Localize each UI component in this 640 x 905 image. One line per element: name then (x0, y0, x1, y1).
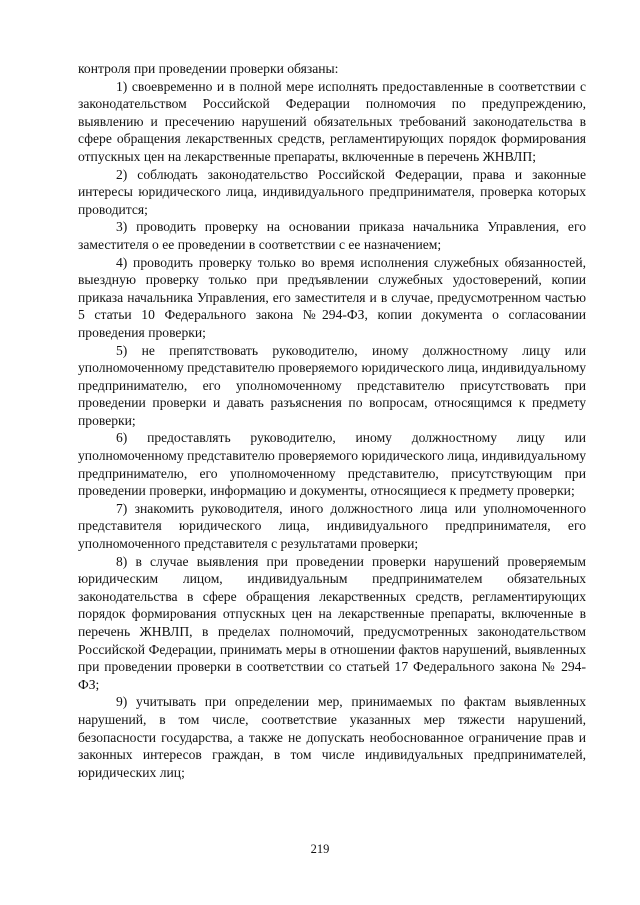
document-body (78, 60, 586, 781)
list-item: 6) предоставлять руководителю, иному должностному лицу или уполномоченному представителю проверяемого юридического лица, индивидуальному предпринимателю, его уполномоченному представителю, присутствующим при проведении проверки, информацию и документы, относящиеся к предмету проверки; (78, 430, 586, 499)
page-number: 219 (310, 842, 330, 856)
list-item: 4) проводить проверку только во время исполнения служебных обязанностей, выездную проверку только при предъявлении служебных удостоверений, копии приказа начальника Управления, его заместителя и в случае, предусмотренном частью 5 статьи 10 Федерального закона №294-ФЗ, копии документа о согласовании проведения проверки; (78, 254, 586, 340)
list-item: 3) проводить проверку на основании приказа начальника Управления, его заместителя о ее проведении в соответствии с ее назначением; (78, 219, 586, 252)
list-item: 2) соблюдать законодательство Российской Федерации, права и законные интересы юридического лица, индивидуального предпринимателя, проверка которых проводится; (78, 166, 586, 217)
list-item: 5) не препятствовать руководителю, иному должностному лицу или уполномоченному представителю проверяемого юридического лица, индивидуальному предпринимателю, его уполномоченному представителю присутствовать при проведении проверки и давать разъяснения по вопросам, относящимся к предмету проверки; (78, 342, 586, 428)
list-item: 9) учитывать при определении мер, принимаемых по фактам выявленных нарушений, в том числе, соответствие указанных мер тяжести нарушений, безопасности государства, а также не допускать необоснованное ограничение прав и законных интересов граждан, в том числе индивидуальных предпринимателей, юридических лиц; (78, 694, 586, 780)
list-item: 7) знакомить руководителя, иного должностного лица или уполномоченного представителя юридического лица, индивидуального предпринимателя, его уполномоченного представителя с результатами проверки; (78, 500, 586, 552)
lead-paragraph: контроля при проведении проверки обязаны: (78, 61, 339, 76)
list-item: 1) своевременно и в полной мере исполнять предоставленные в соответствии с законодательством Российской Федерации полномочия по предупреждению, выявлению и пресечению нарушений обязательных требований законодательства в сфере обращения лекарственных средств, регламентирующих порядок формирования отпускных цен на лекарственные препараты, включенные в перечень ЖНВЛП; (78, 78, 586, 164)
list-item: 8) в случае выявления при проведении проверки нарушений проверяемым юридическим лицом, индивидуальным предпринимателем обязательных законодательства в сфере обращения лекарственных средств, регламентирующих порядок формирования отпускных цен на лекарственные препараты, включенные в перечень ЖНВЛП, в пределах полномочий, предусмотренных законодательством Российской Федерации, принимать меры в отношении фактов нарушений, выявленных при проведении проверки в соответствии со статьей 17 Федерального закона № 294-ФЗ; (78, 553, 586, 692)
